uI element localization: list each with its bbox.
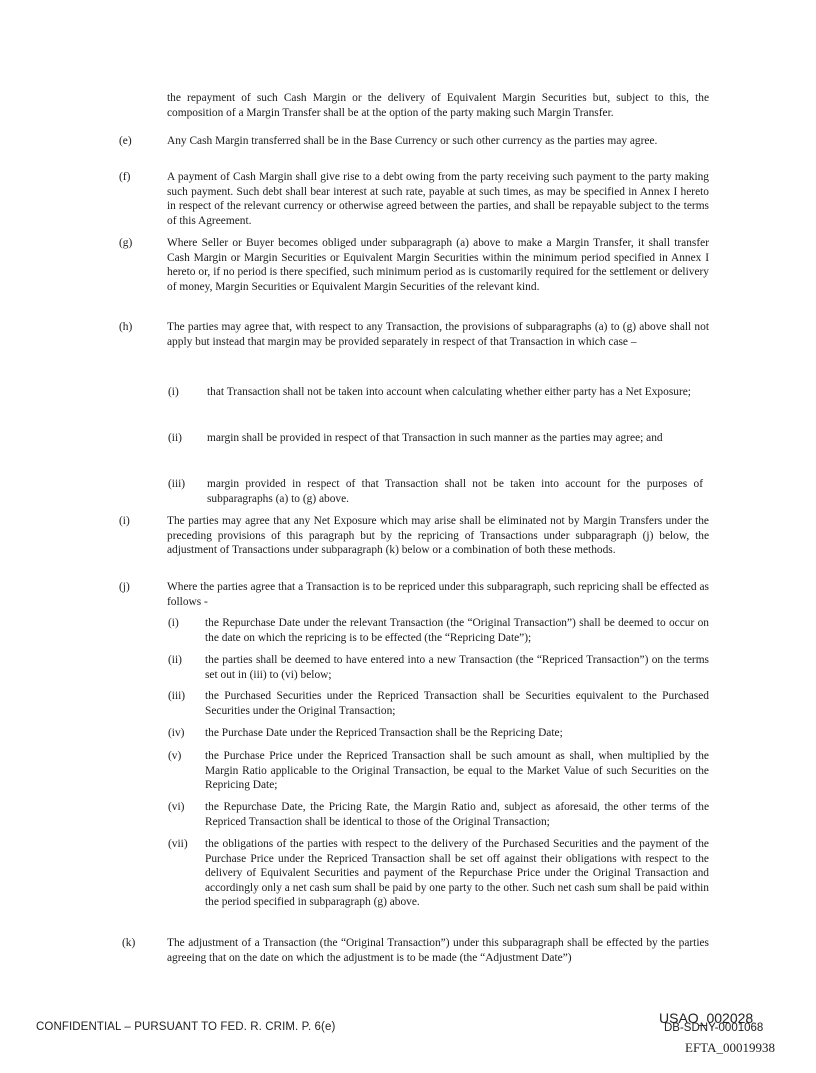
j-item-label-ii: (ii) — [168, 654, 182, 666]
paragraph-k: The adjustment of a Transaction (the “Original Transaction”) under this subparagraph shall be effected by the parties agreeing that on the date on which the adjustment is to be made (the “Adjustment Date”) — [167, 937, 709, 964]
j-item-label-v: (v) — [168, 750, 182, 762]
j-item-label-i: (i) — [168, 617, 179, 629]
intro-paragraph: the repayment of such Cash Margin or the delivery of Equivalent Margin Securities but, subject to this, the composition of a Margin Transfer shall be at the option of the party making such Margin Transfer. — [167, 92, 709, 119]
h-item-iii: margin provided in respect of that Transaction shall not be taken into account for the purposes of subparagraphs (a) to (g) above. — [207, 478, 703, 505]
j-item-label-vii: (vii) — [168, 838, 188, 850]
paragraph-label-f: (f) — [119, 171, 131, 183]
paragraph-e: Any Cash Margin transferred shall be in the Base Currency or such other currency as the parties may agree. — [167, 135, 658, 147]
h-item-label-i: (i) — [168, 386, 179, 398]
h-item-label-iii: (iii) — [168, 478, 186, 490]
j-item-iii: the Purchased Securities under the Repriced Transaction shall be Securities equivalent to the Purchased Securities under the Original Transaction; — [205, 690, 709, 717]
confidential-notice: CONFIDENTIAL – PURSUANT TO FED. R. CRIM. P. 6(e) — [36, 1021, 336, 1033]
paragraph-label-e: (e) — [119, 135, 132, 147]
j-item-iv: the Purchase Date under the Repriced Transaction shall be the Repricing Date; — [205, 727, 563, 739]
paragraph-i: The parties may agree that any Net Exposure which may arise shall be eliminated not by Margin Transfers under the preceding provisions of this paragraph but by the repricing of Transactions under subparagraph (j) below, the adjustment of Transactions under subparagraph (k) below or a combination of both these methods. — [167, 515, 709, 556]
h-item-label-ii: (ii) — [168, 432, 182, 444]
j-item-label-vi: (vi) — [168, 801, 185, 813]
efta-bates-number: EFTA_00019938 — [685, 1040, 775, 1055]
paragraph-label-j: (j) — [119, 581, 130, 593]
paragraph-h: The parties may agree that, with respect to any Transaction, the provisions of subparagraphs (a) to (g) above shall not apply but instead that margin may be provided separately in respect of that Transaction in which case – — [167, 321, 709, 348]
h-item-ii: margin shall be provided in respect of that Transaction in such manner as the parties may agree; and — [207, 432, 663, 444]
paragraph-label-i: (i) — [119, 515, 130, 527]
paragraph-label-g: (g) — [119, 237, 133, 249]
j-item-label-iv: (iv) — [168, 727, 185, 739]
h-item-i: that Transaction shall not be taken into account when calculating whether either party has a Net Exposure; — [207, 386, 691, 398]
usao-bates-number: USAO_002028 — [659, 1010, 754, 1026]
j-item-vi: the Repurchase Date, the Pricing Rate, the Margin Ratio and, subject as aforesaid, the other terms of the Repriced Transaction shall be identical to those of the Original Transaction; — [205, 801, 709, 828]
db-bates-number: DB-SDNY-0001068 — [664, 1022, 764, 1034]
j-item-i: the Repurchase Date under the relevant Transaction (the “Original Transaction”) shall be deemed to occur on the date on which the repricing is to be effected (the “Repricing Date”); — [205, 617, 709, 644]
j-item-ii: the parties shall be deemed to have entered into a new Transaction (the “Repriced Transaction”) on the terms set out in (iii) to (vi) below; — [205, 654, 709, 681]
j-item-label-iii: (iii) — [168, 690, 186, 702]
paragraph-j: Where the parties agree that a Transaction is to be repriced under this subparagraph, such repricing shall be effected as follows - — [167, 581, 709, 608]
paragraph-label-k: (k) — [122, 937, 136, 949]
paragraph-label-h: (h) — [119, 321, 133, 333]
j-item-v: the Purchase Price under the Repriced Transaction shall be such amount as shall, when multiplied by the Margin Ratio applicable to the Original Transaction, be equal to the Market Value of such Securities on the Repricing Date; — [205, 750, 709, 791]
j-item-vii: the obligations of the parties with respect to the delivery of the Purchased Securities and the payment of the Purchase Price under the Repriced Transaction shall be set off against their obligations with respect to the delivery of Equivalent Securities and payment of the Repurchase Price under the Original Transaction and accordingly only a net cash sum shall be paid by one party to the other. Such net cash sum shall be paid within the period specified in subparagraph (g) above. — [205, 838, 709, 908]
paragraph-f: A payment of Cash Margin shall give rise to a debt owing from the party receiving such payment to the party making such payment. Such debt shall bear interest at such rate, payable at such times, as may be specified in Annex I hereto in respect of the relevant currency or otherwise agreed between the parties, and shall be repayable subject to the terms of this Agreement. — [167, 171, 709, 227]
paragraph-g: Where Seller or Buyer becomes obliged under subparagraph (a) above to make a Margin Transfer, it shall transfer Cash Margin or Margin Securities or Equivalent Margin Securities within the minimum period specified in Annex I hereto or, if no period is there specified, such minimum period as is customarily required for the settlement or delivery of money, Margin Securities or Equivalent Margin Securities of the relevant kind. — [167, 237, 709, 293]
